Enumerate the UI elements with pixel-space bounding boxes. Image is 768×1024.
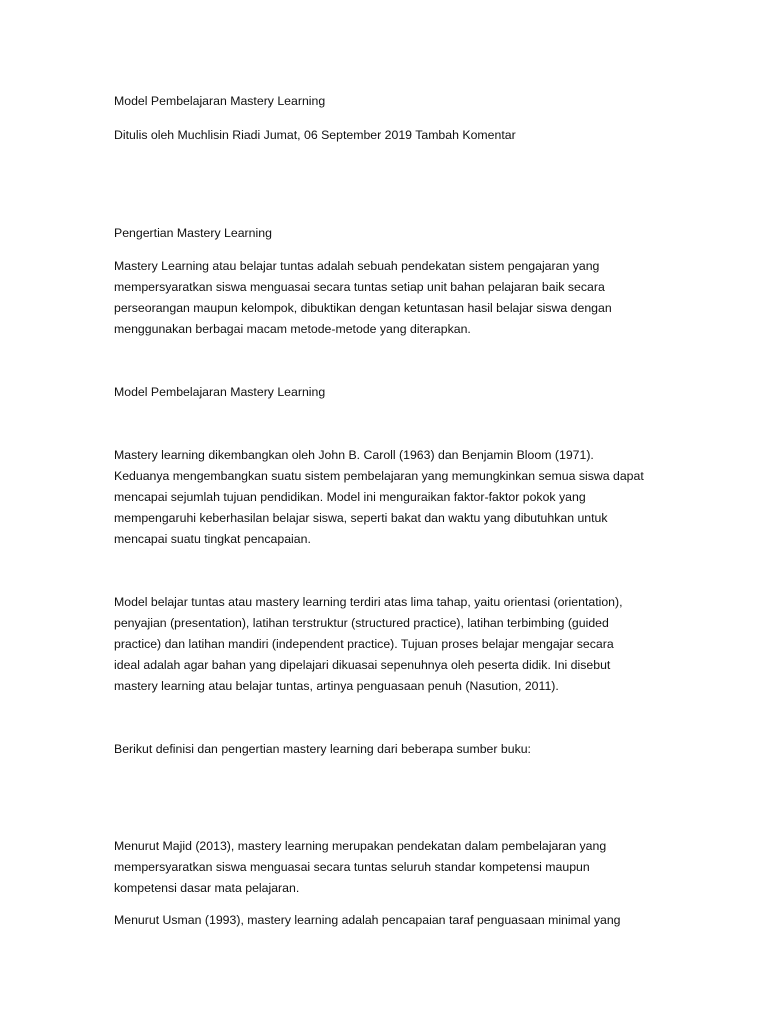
text-line: mastery learning atau belajar tuntas, artinya penguasaan penuh (Nasution, 2011). — [114, 679, 559, 693]
text-line: kompetensi dasar mata pelajaran. — [114, 881, 300, 895]
paragraph-intro-sources: Berikut definisi dan pengertian mastery learning dari beberapa sumber buku: — [114, 742, 531, 756]
paragraph-origin — [114, 445, 644, 550]
text-line: practice) dan latihan mandiri (independent practice). Tujuan proses belajar mengajar secara — [114, 637, 614, 651]
text-line: mempersyaratkan siswa menguasai secara tuntas seluruh standar kompetensi maupun — [114, 860, 590, 874]
text-line: mempersyaratkan siswa menguasai secara tuntas setiap unit bahan pelajaran baik secara — [114, 280, 605, 294]
text-line: Mastery Learning atau belajar tuntas adalah sebuah pendekatan sistem pengajaran yang — [114, 259, 600, 273]
text-line: perseorangan maupun kelompok, dibuktikan dengan ketuntasan hasil belajar siswa dengan — [114, 301, 612, 315]
text-line: mencapai suatu tingkat pencapaian. — [114, 532, 311, 546]
text-line: mempengaruhi keberhasilan belajar siswa, seperti bakat dan waktu yang dibutuhkan untuk — [114, 511, 608, 525]
paragraph-usman: Menurut Usman (1993), mastery learning adalah pencapaian taraf penguasaan minimal yang — [114, 913, 621, 927]
heading-pengertian: Pengertian Mastery Learning — [114, 226, 272, 240]
text-line: Model belajar tuntas atau mastery learning terdiri atas lima tahap, yaitu orientasi (orientation), — [114, 595, 623, 609]
text-line: ideal adalah agar bahan yang dipelajari dikuasai sepenuhnya oleh peserta didik. Ini disebut — [114, 658, 611, 672]
paragraph-majid — [114, 836, 634, 899]
text-line: mencapai sejumlah tujuan pendidikan. Model ini menguraikan faktor-faktor pokok yang — [114, 490, 586, 504]
text-line: menggunakan berbagai macam metode-metode yang diterapkan. — [114, 322, 471, 336]
paragraph-stages — [114, 592, 634, 697]
paragraph-definition — [114, 256, 634, 340]
text-line: Keduanya mengembangkan suatu sistem pembelajaran yang memungkinkan semua siswa dapat — [114, 469, 644, 483]
text-line: penyajian (presentation), latihan terstruktur (structured practice), latihan terbimbing (guided — [114, 616, 609, 630]
heading-model: Model Pembelajaran Mastery Learning — [114, 385, 326, 399]
document-title: Model Pembelajaran Mastery Learning — [114, 94, 326, 108]
byline: Ditulis oleh Muchlisin Riadi Jumat, 06 September 2019 Tambah Komentar — [114, 128, 516, 142]
text-line: Mastery learning dikembangkan oleh John B. Caroll (1963) dan Benjamin Bloom (1971). — [114, 448, 594, 462]
text-line: Menurut Majid (2013), mastery learning merupakan pendekatan dalam pembelajaran yang — [114, 839, 607, 853]
